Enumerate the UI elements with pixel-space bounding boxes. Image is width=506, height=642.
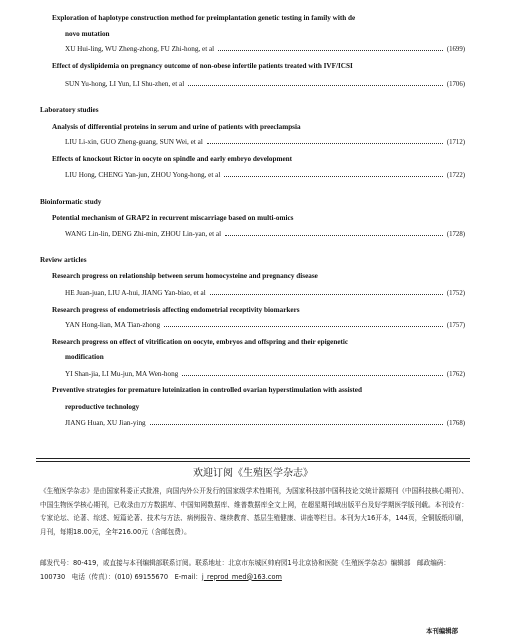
author-line	[65, 80, 465, 91]
authors: XU Hui-ling, WU Zheng-zhong, FU Zhi-hong, et al	[65, 45, 215, 53]
article-title[interactable]: Potential mechanism of GRAP2 in recurrent miscarriage based on multi-omics	[52, 214, 294, 222]
authors: YAN Hong-lian, MA Tian-zhong	[65, 321, 161, 329]
page-number[interactable]: (1712)	[446, 139, 465, 146]
author-line	[65, 138, 465, 149]
page-number[interactable]: (1722)	[446, 172, 465, 179]
article-title[interactable]: Effect of dyslipidemia on pregnancy outcome of non-obese infertile patients treated with IVF/ICSI	[52, 62, 353, 70]
page-number[interactable]: (1728)	[446, 231, 465, 238]
authors: SUN Yu-hong, LI Yun, LI Shu-zhen, et al	[65, 80, 185, 88]
leader-dots	[210, 289, 443, 295]
author-line	[65, 321, 465, 332]
page-number[interactable]: (1699)	[446, 46, 465, 53]
subscribe-body: 《生殖医学杂志》是由国家科委正式批准，向国内外公开发行的国家级学术性期刊，为国家科技部中国科技论文统计源期刊（中国科技核心期刊）、中国生物医学核心期刊，已收录由万方数据库、中国知网数据库、维普数据库全文上网，在超星期刊域出版平台及好学期医学版刊载。本刊设有：专家论坛、论著、综述、短篇论著、技术与方法、病例报告、继续教育、基层生殖健康、讲座等栏目。本刊为大16开本，144页，全铜版纸印刷，月刊，每期18.00元，全年216.00元（含邮包费）。	[40, 487, 468, 536]
author-line	[65, 419, 465, 430]
subscribe-title: 欢迎订阅《生殖医学杂志》	[193, 468, 313, 479]
article-title[interactable]: Exploration of haplotype construction method for preimplantation genetic testing in family with de	[52, 14, 356, 22]
author-line	[65, 230, 465, 241]
authors: HE Juan-juan, LIU A-hui, JIANG Yan-biao, et al	[65, 289, 206, 297]
contact-text: 邮发代号：80-419，或直接与本刊编辑部联系订阅。联系地址：北京市东城区帅府园1号北京协和医院《生殖医学杂志》编辑部 邮政编码：100730 电话（传真）：(010) 69155670 E-mail：	[40, 559, 450, 581]
page-number[interactable]: (1762)	[446, 371, 465, 378]
editorial-dept: 本刊编辑部	[426, 627, 458, 635]
authors: WANG Lin-lin, DENG Zhi-min, ZHOU Lin-yan, et al	[65, 230, 222, 238]
leader-dots	[182, 370, 443, 376]
authors: LIU Li-xin, GUO Zheng-guang, SUN Wei, et al	[65, 138, 203, 146]
page-number[interactable]: (1757)	[446, 322, 465, 329]
article-title[interactable]: Preventive strategies for premature luteinization in controlled ovarian hyperstimulation with assisted	[52, 386, 362, 394]
author-line	[65, 289, 465, 300]
authors: YI Shan-jia, LI Mu-jun, MA Wen-hong	[65, 370, 179, 378]
article-title[interactable]: Analysis of differential proteins in serum and urine of patients with preeclampsia	[52, 123, 301, 131]
leader-dots	[207, 138, 443, 144]
author-line	[65, 45, 465, 56]
subscribe-contact	[40, 557, 468, 584]
authors: JIANG Huan, XU Jian-ying	[65, 419, 146, 427]
article-title[interactable]: Research progress of endometriosis affecting endometrial receptivity biomarkers	[52, 306, 300, 314]
divider-rule	[36, 461, 470, 462]
article-title-cont[interactable]: reproductive technology	[65, 403, 140, 411]
section-heading: Bioinformatic study	[40, 198, 102, 206]
section-heading: Laboratory studies	[40, 106, 99, 114]
article-title-cont[interactable]: modification	[65, 353, 104, 361]
article-title-cont[interactable]: novo mutation	[65, 30, 110, 38]
author-line	[65, 370, 465, 381]
article-title[interactable]: Research progress on relationship between serum homocysteine and pregnancy disease	[52, 272, 318, 280]
leader-dots	[218, 45, 443, 51]
leader-dots	[225, 230, 443, 236]
page-number[interactable]: (1768)	[446, 420, 465, 427]
article-title[interactable]: Effects of knockout Rictor in oocyte on spindle and early embryo development	[52, 155, 293, 163]
author-line	[65, 171, 465, 182]
page-number[interactable]: (1706)	[446, 81, 465, 88]
page-number[interactable]: (1752)	[446, 290, 465, 297]
leader-dots	[224, 171, 443, 177]
leader-dots	[164, 321, 443, 327]
email-link[interactable]: j_reprod_med@163.com	[201, 572, 282, 581]
leader-dots	[188, 80, 443, 86]
article-title[interactable]: Research progress on effect of vitrification on oocyte, embryos and offspring and their epigenetic	[52, 338, 349, 346]
divider-rule	[36, 458, 470, 459]
section-heading: Review articles	[40, 256, 87, 264]
leader-dots	[150, 419, 443, 425]
authors: LIU Hong, CHENG Yan-jun, ZHOU Yong-hong, et al	[65, 171, 221, 179]
